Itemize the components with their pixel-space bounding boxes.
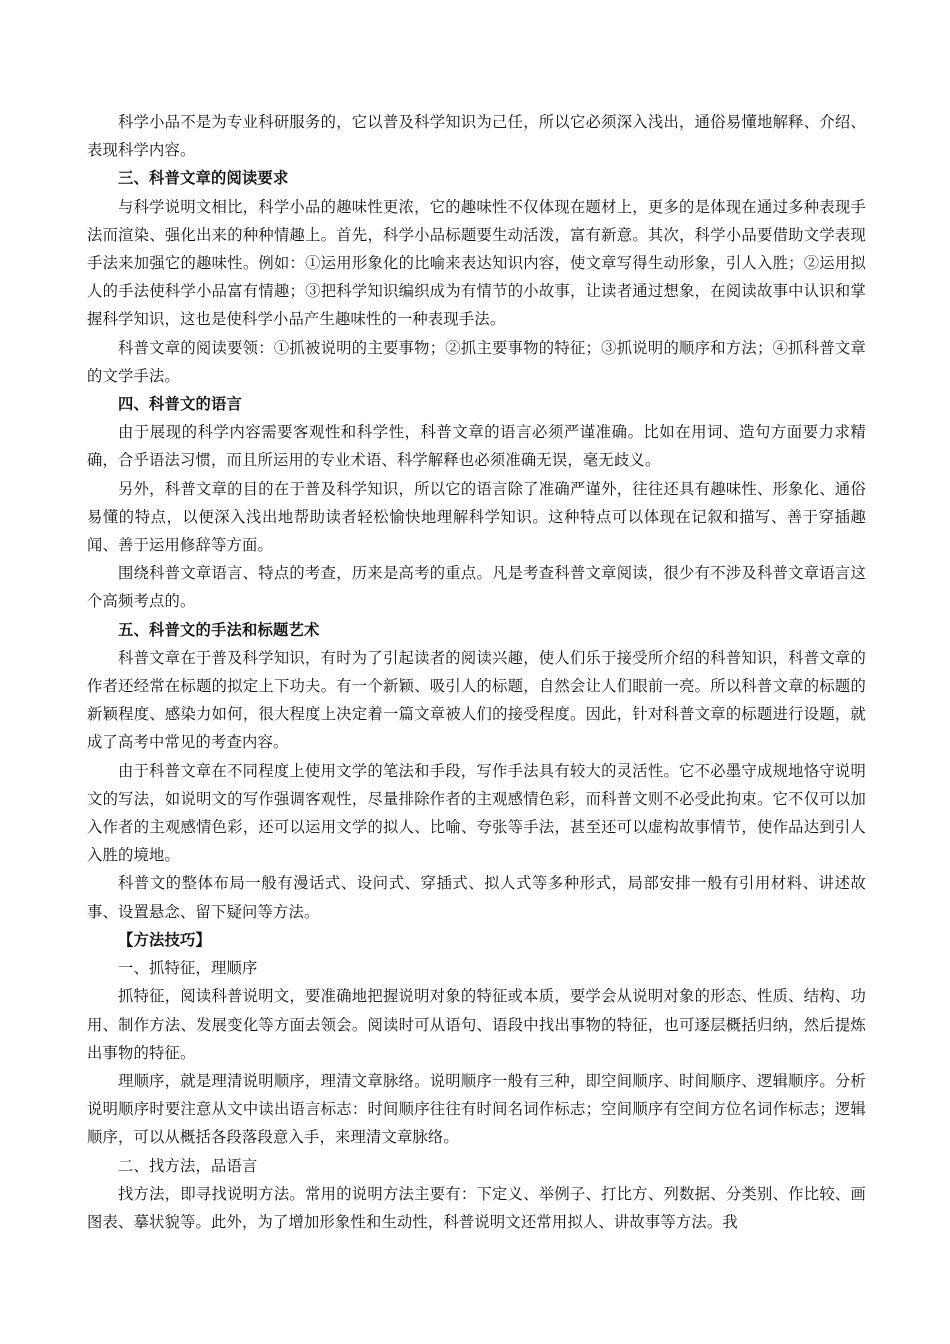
paragraph-5: 另外，科普文章的目的在于普及科学知识，所以它的语言除了准确严谨外，往往还具有趣味性、形象化、通俗易懂的特点，以便深入浅出地帮助读者轻松愉快地理解科学知识。这种特点可以体现在记叙和描写、善于穿插趣闻、善于运用修辞等方面。 — [87, 479, 866, 555]
paragraph-8: 由于科普文章在不同程度上使用文学的笔法和手段，写作手法具有较大的灵活性。它不必墨守成规地恪守说明文的写法，如说明文的写作强调客观性，尽量排除作者的主观感情色彩，而科普文则不必受此拘束。它不仅可以加入作者的主观感情色彩，还可以运用文学的拟人、比喻、夸张等手法，甚至还可以虚构故事情节，使作品达到引人入胜的境地。 — [87, 761, 866, 865]
paragraph-7: 科普文章在于普及科学知识，有时为了引起读者的阅读兴趣，使人们乐于接受所介绍的科普知识，科普文章的作者还经常在标题的拟定上下功夫。有一个新颖、吸引人的标题，自然会让人们眼前一亮。所以科普文章的标题的新颖程度、感染力如何，很大程度上决定着一篇文章被人们的接受程度。因此，针对科普文章的标题进行设题，就成了高考中常见的考查内容。 — [87, 648, 866, 752]
section-heading-4: 四、科普文的语言 — [118, 395, 242, 414]
paragraph-6: 围绕科普文章语言、特点的考查，历来是高考的重点。凡是考查科普文章阅读，很少有不涉及科普文章语言这个高频考点的。 — [87, 564, 866, 611]
section-heading-3: 三、科普文章的阅读要求 — [118, 169, 289, 188]
paragraph-9: 科普文的整体布局一般有漫话式、设问式、穿插式、拟人式等多种形式，局部安排一般有引用材料、讲述故事、设置悬念、留下疑问等方法。 — [87, 874, 866, 921]
paragraph-10: 抓特征，阅读科普说明文，要准确地把握说明对象的特征或本质，要学会从说明对象的形态、性质、结构、功用、制作方法、发展变化等方面去领会。阅读时可从语句、语段中找出事物的特征，也可逐层概括归纳，然后提炼出事物的特征。 — [87, 987, 866, 1062]
subheading-2: 二、找方法，品语言 — [118, 1156, 258, 1175]
paragraph-11: 理顺序，就是理清说明顺序，理清文章脉络。说明顺序一般有三种，即空间顺序、时间顺序、逻辑顺序。分析说明顺序时要注意从文中读出语言标志：时间顺序往往有时间名词作标志；空间顺序有空间方位名词作标志；逻辑顺序，可以从概括各段落段意入手，来理清文章脉络。 — [87, 1071, 866, 1147]
subheading-1: 一、抓特征，理顺序 — [118, 959, 258, 978]
paragraph-2: 与科学说明文相比，科学小品的趣味性更浓，它的趣味性不仅体现在题材上，更多的是体现在通过多种表现手法而渲染、强化出来的种种情趣上。首先，科学小品标题要生动活泼，富有新意。其次，科学小品要借助文学表现手法来加强它的趣味性。例如：①运用形象化的比喻来表达知识内容，使文章写得生动形象，引人入胜；②运用拟人的手法使科学小品富有情趣；③把科学知识编织成为有情节的小故事，让读者通过想象，在阅读故事中认识和掌握科学知识，这也是使科学小品产生趣味性的一种表现手法。 — [87, 197, 866, 329]
paragraph-4: 由于展现的科学内容需要客观性和科学性，科普文章的语言必须严谨准确。比如在用词、造句方面要力求精确，合乎语法习惯，而且所运用的专业术语、科学解释也必须准确无误，毫无歧义。 — [87, 423, 866, 470]
section-heading-5: 五、科普文的手法和标题艺术 — [118, 620, 320, 639]
paragraph-3: 科普文章的阅读要领：①抓被说明的主要事物；②抓主要事物的特征；③抓说明的顺序和方法；④抓科普文章的文学手法。 — [87, 338, 866, 385]
paragraph-1: 科学小品不是为专业科研服务的，它以普及科学知识为己任，所以它必须深入浅出，通俗易懂地解释、介绍、表现科学内容。 — [87, 113, 866, 160]
document-page — [87, 108, 866, 1236]
method-tips-heading: 【方法技巧】 — [118, 930, 211, 949]
paragraph-12: 找方法，即寻找说明方法。常用的说明方法主要有：下定义、举例子、打比方、列数据、分类别、作比较、画图表、摹状貌等。此外，为了增加形象性和生动性，科普说明文还常用拟人、讲故事等方法。我 — [87, 1184, 866, 1231]
